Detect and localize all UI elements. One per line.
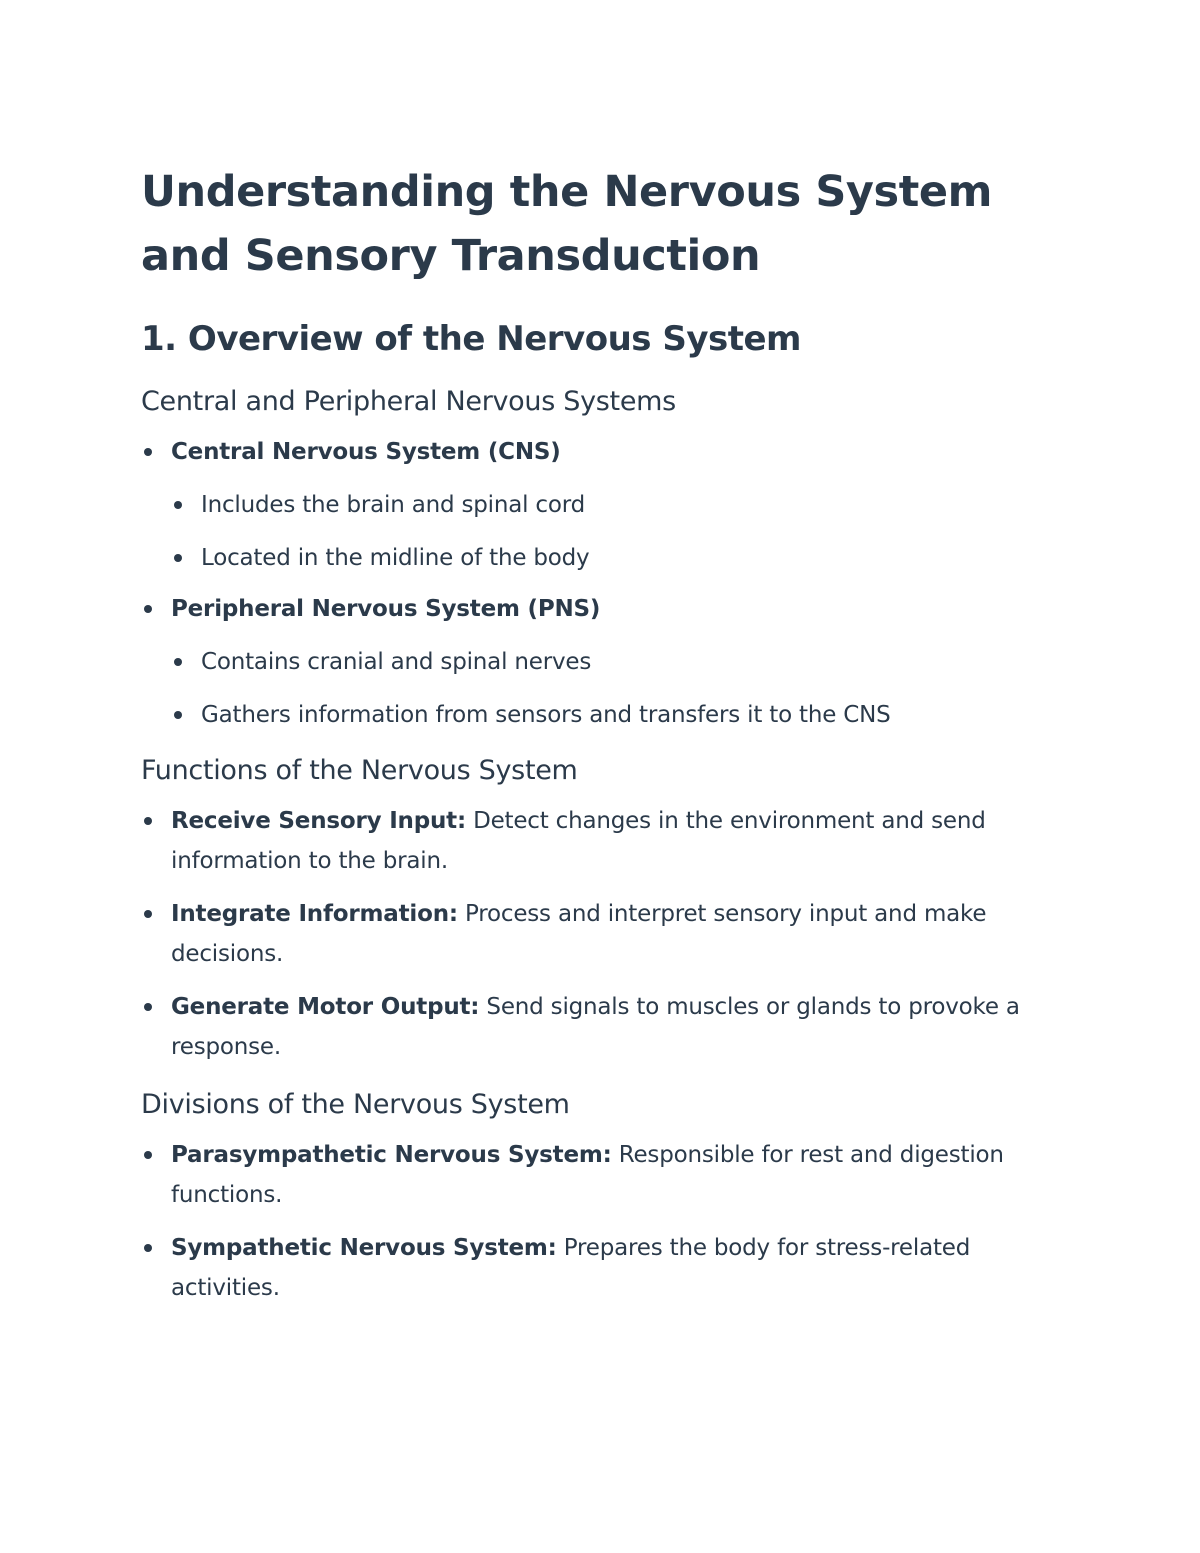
bullet-icon xyxy=(144,1244,152,1252)
list-item-label: Parasympathetic Nervous System: xyxy=(171,1142,612,1168)
list-item xyxy=(141,987,1071,1067)
list-item-cns xyxy=(141,432,1071,578)
list-item xyxy=(141,894,1071,974)
bullet-icon xyxy=(144,605,152,613)
sublist-item xyxy=(171,695,1071,735)
sublist-item-text: Located in the midline of the body xyxy=(201,545,590,571)
sublist-item-text: Includes the brain and spinal cord xyxy=(201,492,585,518)
sublist-item xyxy=(171,485,1071,525)
bullet-icon xyxy=(174,711,182,719)
bullet-icon xyxy=(144,448,152,456)
divisions-list xyxy=(141,1135,1071,1308)
list-item-text: Send signals to muscles or glands to provoke a response. xyxy=(171,994,1020,1060)
subsection-heading-cns-pns: Central and Peripheral Nervous Systems xyxy=(141,386,676,417)
list-item xyxy=(141,801,1071,881)
subsection-heading-divisions: Divisions of the Nervous System xyxy=(141,1089,570,1120)
list-item-label: Receive Sensory Input: xyxy=(171,808,466,834)
sublist-item xyxy=(171,538,1071,578)
list-item-text: Prepares the body for stress-related activities. xyxy=(171,1235,971,1301)
cns-sublist xyxy=(171,485,1071,578)
bullet-icon xyxy=(144,1151,152,1159)
bullet-icon xyxy=(174,658,182,666)
section-heading-overview: 1. Overview of the Nervous System xyxy=(141,319,801,359)
cns-pns-list xyxy=(141,432,1071,735)
list-item-label: Central Nervous System (CNS) xyxy=(171,439,561,465)
list-item-label: Integrate Information: xyxy=(171,901,458,927)
bullet-icon xyxy=(174,554,182,562)
bullet-icon xyxy=(144,910,152,918)
list-item-label: Sympathetic Nervous System: xyxy=(171,1235,557,1261)
sublist-item xyxy=(171,642,1071,682)
list-item xyxy=(141,1135,1071,1215)
bullet-icon xyxy=(144,1003,152,1011)
list-item-text: Detect changes in the environment and send information to the brain. xyxy=(171,808,986,874)
document-page xyxy=(141,160,1071,1321)
functions-list xyxy=(141,801,1071,1067)
bullet-icon xyxy=(174,501,182,509)
sublist-item-text: Gathers information from sensors and transfers it to the CNS xyxy=(201,702,891,728)
document-title: Understanding the Nervous System and Sensory Transduction xyxy=(141,167,993,281)
sublist-item-text: Contains cranial and spinal nerves xyxy=(201,649,592,675)
list-item-pns xyxy=(141,589,1071,735)
list-item-text: Process and interpret sensory input and make decisions. xyxy=(171,901,987,967)
list-item xyxy=(141,1228,1071,1308)
list-item-text: Responsible for rest and digestion functions. xyxy=(171,1142,1004,1208)
bullet-icon xyxy=(144,817,152,825)
list-item-label: Generate Motor Output: xyxy=(171,994,480,1020)
list-item-label: Peripheral Nervous System (PNS) xyxy=(171,596,601,622)
pns-sublist xyxy=(171,642,1071,735)
subsection-heading-functions: Functions of the Nervous System xyxy=(141,755,578,786)
